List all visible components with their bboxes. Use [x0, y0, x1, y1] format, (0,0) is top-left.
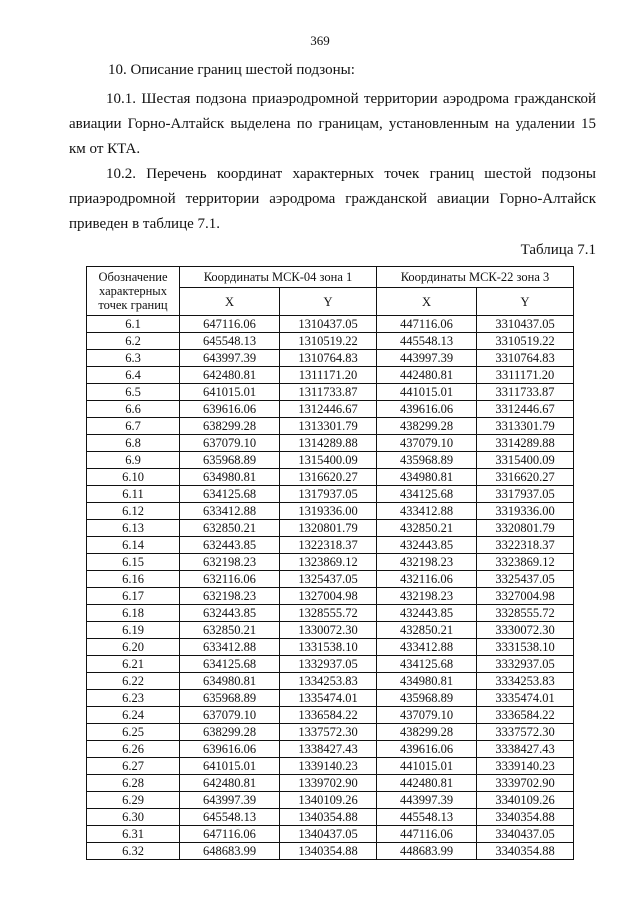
point-id-cell: 6.28	[87, 775, 180, 792]
point-id-cell: 6.22	[87, 673, 180, 690]
point-id-cell: 6.14	[87, 537, 180, 554]
header-msk22-zone3: Координаты МСК-22 зона 3	[377, 267, 574, 288]
msk04-x-cell: 638299.28	[180, 724, 280, 741]
msk22-y-cell: 3339140.23	[477, 758, 574, 775]
msk22-y-cell: 3340354.88	[477, 809, 574, 826]
msk04-x-cell: 643997.39	[180, 792, 280, 809]
msk04-x-cell: 638299.28	[180, 418, 280, 435]
point-id-cell: 6.13	[87, 520, 180, 537]
msk04-x-cell: 633412.88	[180, 639, 280, 656]
msk22-x-cell: 432116.06	[377, 571, 477, 588]
msk04-y-cell: 1322318.37	[280, 537, 377, 554]
paragraph-10-1: 10.1. Шестая подзона приаэродромной территории аэродрома гражданской авиации Горно-Алтайск выделена по границам, установленным на удалении 15 км от КТА.	[69, 91, 596, 157]
msk22-x-cell: 432443.85	[377, 537, 477, 554]
msk04-y-cell: 1330072.30	[280, 622, 377, 639]
point-id-cell: 6.10	[87, 469, 180, 486]
table-row	[87, 639, 574, 656]
table-row	[87, 656, 574, 673]
msk22-x-cell: 443997.39	[377, 350, 477, 367]
table-body	[87, 316, 574, 860]
msk22-y-cell: 3340437.05	[477, 826, 574, 843]
point-id-cell: 6.32	[87, 843, 180, 860]
point-id-cell: 6.7	[87, 418, 180, 435]
point-id-cell: 6.1	[87, 316, 180, 333]
msk04-y-cell: 1314289.88	[280, 435, 377, 452]
msk22-x-cell: 433412.88	[377, 639, 477, 656]
msk04-x-cell: 639616.06	[180, 401, 280, 418]
table-row	[87, 605, 574, 622]
table-row	[87, 809, 574, 826]
msk22-y-cell: 3310764.83	[477, 350, 574, 367]
table-row	[87, 673, 574, 690]
msk04-x-cell: 635968.89	[180, 690, 280, 707]
msk04-x-cell: 634125.68	[180, 486, 280, 503]
table-row	[87, 384, 574, 401]
point-id-cell: 6.30	[87, 809, 180, 826]
msk04-y-cell: 1335474.01	[280, 690, 377, 707]
msk22-y-cell: 3338427.43	[477, 741, 574, 758]
table-row	[87, 758, 574, 775]
point-id-cell: 6.21	[87, 656, 180, 673]
msk04-x-cell: 632198.23	[180, 588, 280, 605]
msk04-y-cell: 1339140.23	[280, 758, 377, 775]
msk04-y-cell: 1315400.09	[280, 452, 377, 469]
msk04-x-cell: 632850.21	[180, 622, 280, 639]
header-x-msk04: X	[180, 288, 280, 316]
msk04-x-cell: 637079.10	[180, 435, 280, 452]
header-x-msk22: X	[377, 288, 477, 316]
table-row	[87, 486, 574, 503]
msk22-y-cell: 3340109.26	[477, 792, 574, 809]
msk04-x-cell: 633412.88	[180, 503, 280, 520]
msk22-x-cell: 433412.88	[377, 503, 477, 520]
table-row	[87, 724, 574, 741]
table-row	[87, 826, 574, 843]
table-row	[87, 843, 574, 860]
table-caption: Таблица 7.1	[520, 242, 596, 258]
msk22-x-cell: 442480.81	[377, 367, 477, 384]
msk04-y-cell: 1310519.22	[280, 333, 377, 350]
msk22-x-cell: 439616.06	[377, 741, 477, 758]
point-id-cell: 6.19	[87, 622, 180, 639]
msk04-x-cell: 632443.85	[180, 537, 280, 554]
msk22-x-cell: 441015.01	[377, 758, 477, 775]
point-id-cell: 6.20	[87, 639, 180, 656]
table-row	[87, 792, 574, 809]
msk04-y-cell: 1334253.83	[280, 673, 377, 690]
msk22-y-cell: 3311171.20	[477, 367, 574, 384]
msk04-y-cell: 1340109.26	[280, 792, 377, 809]
msk22-y-cell: 3332937.05	[477, 656, 574, 673]
table-row	[87, 435, 574, 452]
msk04-y-cell: 1327004.98	[280, 588, 377, 605]
msk22-y-cell: 3340354.88	[477, 843, 574, 860]
msk22-x-cell: 437079.10	[377, 435, 477, 452]
table-row	[87, 333, 574, 350]
msk04-x-cell: 632116.06	[180, 571, 280, 588]
point-id-cell: 6.29	[87, 792, 180, 809]
msk22-x-cell: 432443.85	[377, 605, 477, 622]
table-row	[87, 690, 574, 707]
msk22-y-cell: 3319336.00	[477, 503, 574, 520]
msk22-x-cell: 448683.99	[377, 843, 477, 860]
msk22-y-cell: 3337572.30	[477, 724, 574, 741]
msk04-y-cell: 1340354.88	[280, 809, 377, 826]
table-row	[87, 554, 574, 571]
point-id-cell: 6.23	[87, 690, 180, 707]
table-row	[87, 537, 574, 554]
msk22-x-cell: 445548.13	[377, 809, 477, 826]
table-row	[87, 588, 574, 605]
msk22-y-cell: 3312446.67	[477, 401, 574, 418]
msk22-x-cell: 434125.68	[377, 656, 477, 673]
msk04-y-cell: 1337572.30	[280, 724, 377, 741]
msk04-y-cell: 1325437.05	[280, 571, 377, 588]
msk04-y-cell: 1313301.79	[280, 418, 377, 435]
msk22-y-cell: 3313301.79	[477, 418, 574, 435]
msk22-x-cell: 447116.06	[377, 316, 477, 333]
point-id-cell: 6.3	[87, 350, 180, 367]
msk22-y-cell: 3331538.10	[477, 639, 574, 656]
msk04-y-cell: 1323869.12	[280, 554, 377, 571]
point-id-cell: 6.11	[87, 486, 180, 503]
msk04-x-cell: 645548.13	[180, 333, 280, 350]
msk22-y-cell: 3315400.09	[477, 452, 574, 469]
msk04-x-cell: 641015.01	[180, 384, 280, 401]
msk04-y-cell: 1338427.43	[280, 741, 377, 758]
msk22-x-cell: 442480.81	[377, 775, 477, 792]
point-id-cell: 6.26	[87, 741, 180, 758]
point-id-cell: 6.17	[87, 588, 180, 605]
table-row	[87, 775, 574, 792]
msk22-y-cell: 3310437.05	[477, 316, 574, 333]
msk22-y-cell: 3330072.30	[477, 622, 574, 639]
msk04-y-cell: 1336584.22	[280, 707, 377, 724]
header-msk04-zone1: Координаты МСК-04 зона 1	[180, 267, 377, 288]
msk22-y-cell: 3327004.98	[477, 588, 574, 605]
msk04-x-cell: 648683.99	[180, 843, 280, 860]
msk22-x-cell: 432850.21	[377, 520, 477, 537]
table-row	[87, 571, 574, 588]
msk04-y-cell: 1317937.05	[280, 486, 377, 503]
msk22-x-cell: 434980.81	[377, 469, 477, 486]
msk22-y-cell: 3314289.88	[477, 435, 574, 452]
msk22-x-cell: 447116.06	[377, 826, 477, 843]
msk04-y-cell: 1332937.05	[280, 656, 377, 673]
page-number: 369	[310, 33, 330, 48]
table-row	[87, 367, 574, 384]
table-row	[87, 622, 574, 639]
msk04-x-cell: 647116.06	[180, 316, 280, 333]
table-row	[87, 741, 574, 758]
msk04-y-cell: 1339702.90	[280, 775, 377, 792]
header-y-msk22: Y	[477, 288, 574, 316]
msk22-y-cell: 3336584.22	[477, 707, 574, 724]
msk22-x-cell: 439616.06	[377, 401, 477, 418]
msk04-x-cell: 639616.06	[180, 741, 280, 758]
msk04-x-cell: 632443.85	[180, 605, 280, 622]
msk04-x-cell: 632850.21	[180, 520, 280, 537]
table-row	[87, 503, 574, 520]
msk22-y-cell: 3320801.79	[477, 520, 574, 537]
msk04-x-cell: 634980.81	[180, 469, 280, 486]
msk22-y-cell: 3323869.12	[477, 554, 574, 571]
msk22-x-cell: 434125.68	[377, 486, 477, 503]
section-heading: 10. Описание границ шестой подзоны:	[108, 62, 355, 78]
msk04-y-cell: 1331538.10	[280, 639, 377, 656]
msk04-y-cell: 1319336.00	[280, 503, 377, 520]
msk22-y-cell: 3339702.90	[477, 775, 574, 792]
msk22-y-cell: 3322318.37	[477, 537, 574, 554]
point-id-cell: 6.12	[87, 503, 180, 520]
msk04-y-cell: 1312446.67	[280, 401, 377, 418]
msk04-y-cell: 1316620.27	[280, 469, 377, 486]
msk04-x-cell: 647116.06	[180, 826, 280, 843]
msk22-y-cell: 3316620.27	[477, 469, 574, 486]
msk04-x-cell: 645548.13	[180, 809, 280, 826]
table-row	[87, 350, 574, 367]
paragraph-10-2: 10.2. Перечень координат характерных точек границ шестой подзоны приаэродромной территории аэродрома гражданской авиации Горно-Алтайск приведен в таблице 7.1.	[69, 166, 596, 232]
msk04-y-cell: 1311733.87	[280, 384, 377, 401]
msk22-y-cell: 3311733.87	[477, 384, 574, 401]
msk22-x-cell: 432850.21	[377, 622, 477, 639]
msk04-x-cell: 632198.23	[180, 554, 280, 571]
table-row	[87, 452, 574, 469]
point-id-cell: 6.2	[87, 333, 180, 350]
msk04-x-cell: 642480.81	[180, 367, 280, 384]
msk22-x-cell: 438299.28	[377, 724, 477, 741]
point-id-cell: 6.18	[87, 605, 180, 622]
msk04-x-cell: 641015.01	[180, 758, 280, 775]
point-id-cell: 6.24	[87, 707, 180, 724]
header-y-msk04: Y	[280, 288, 377, 316]
msk04-y-cell: 1310764.83	[280, 350, 377, 367]
msk22-y-cell: 3317937.05	[477, 486, 574, 503]
point-id-cell: 6.4	[87, 367, 180, 384]
msk04-x-cell: 637079.10	[180, 707, 280, 724]
msk22-y-cell: 3325437.05	[477, 571, 574, 588]
msk04-x-cell: 635968.89	[180, 452, 280, 469]
msk04-x-cell: 634125.68	[180, 656, 280, 673]
msk22-y-cell: 3335474.01	[477, 690, 574, 707]
msk22-x-cell: 432198.23	[377, 554, 477, 571]
table-row	[87, 418, 574, 435]
msk22-y-cell: 3328555.72	[477, 605, 574, 622]
msk22-x-cell: 435968.89	[377, 690, 477, 707]
point-id-cell: 6.27	[87, 758, 180, 775]
table-row	[87, 469, 574, 486]
msk22-x-cell: 437079.10	[377, 707, 477, 724]
msk04-y-cell: 1310437.05	[280, 316, 377, 333]
point-id-cell: 6.25	[87, 724, 180, 741]
point-id-cell: 6.31	[87, 826, 180, 843]
msk04-x-cell: 643997.39	[180, 350, 280, 367]
msk04-y-cell: 1328555.72	[280, 605, 377, 622]
table-row	[87, 707, 574, 724]
msk04-x-cell: 634980.81	[180, 673, 280, 690]
msk22-x-cell: 434980.81	[377, 673, 477, 690]
msk04-y-cell: 1340354.88	[280, 843, 377, 860]
msk22-x-cell: 445548.13	[377, 333, 477, 350]
coordinates-table	[86, 266, 574, 860]
point-id-cell: 6.16	[87, 571, 180, 588]
msk22-x-cell: 441015.01	[377, 384, 477, 401]
point-id-cell: 6.6	[87, 401, 180, 418]
table-row	[87, 401, 574, 418]
msk22-x-cell: 432198.23	[377, 588, 477, 605]
table-row	[87, 520, 574, 537]
msk22-y-cell: 3310519.22	[477, 333, 574, 350]
msk04-y-cell: 1320801.79	[280, 520, 377, 537]
table-row	[87, 316, 574, 333]
msk22-x-cell: 443997.39	[377, 792, 477, 809]
msk04-y-cell: 1340437.05	[280, 826, 377, 843]
point-id-cell: 6.5	[87, 384, 180, 401]
point-id-cell: 6.8	[87, 435, 180, 452]
msk04-x-cell: 642480.81	[180, 775, 280, 792]
msk22-y-cell: 3334253.83	[477, 673, 574, 690]
point-id-cell: 6.15	[87, 554, 180, 571]
msk22-x-cell: 438299.28	[377, 418, 477, 435]
msk22-x-cell: 435968.89	[377, 452, 477, 469]
msk04-y-cell: 1311171.20	[280, 367, 377, 384]
point-id-cell: 6.9	[87, 452, 180, 469]
header-point-designation: Обозначение характерных точек границ	[87, 267, 180, 316]
